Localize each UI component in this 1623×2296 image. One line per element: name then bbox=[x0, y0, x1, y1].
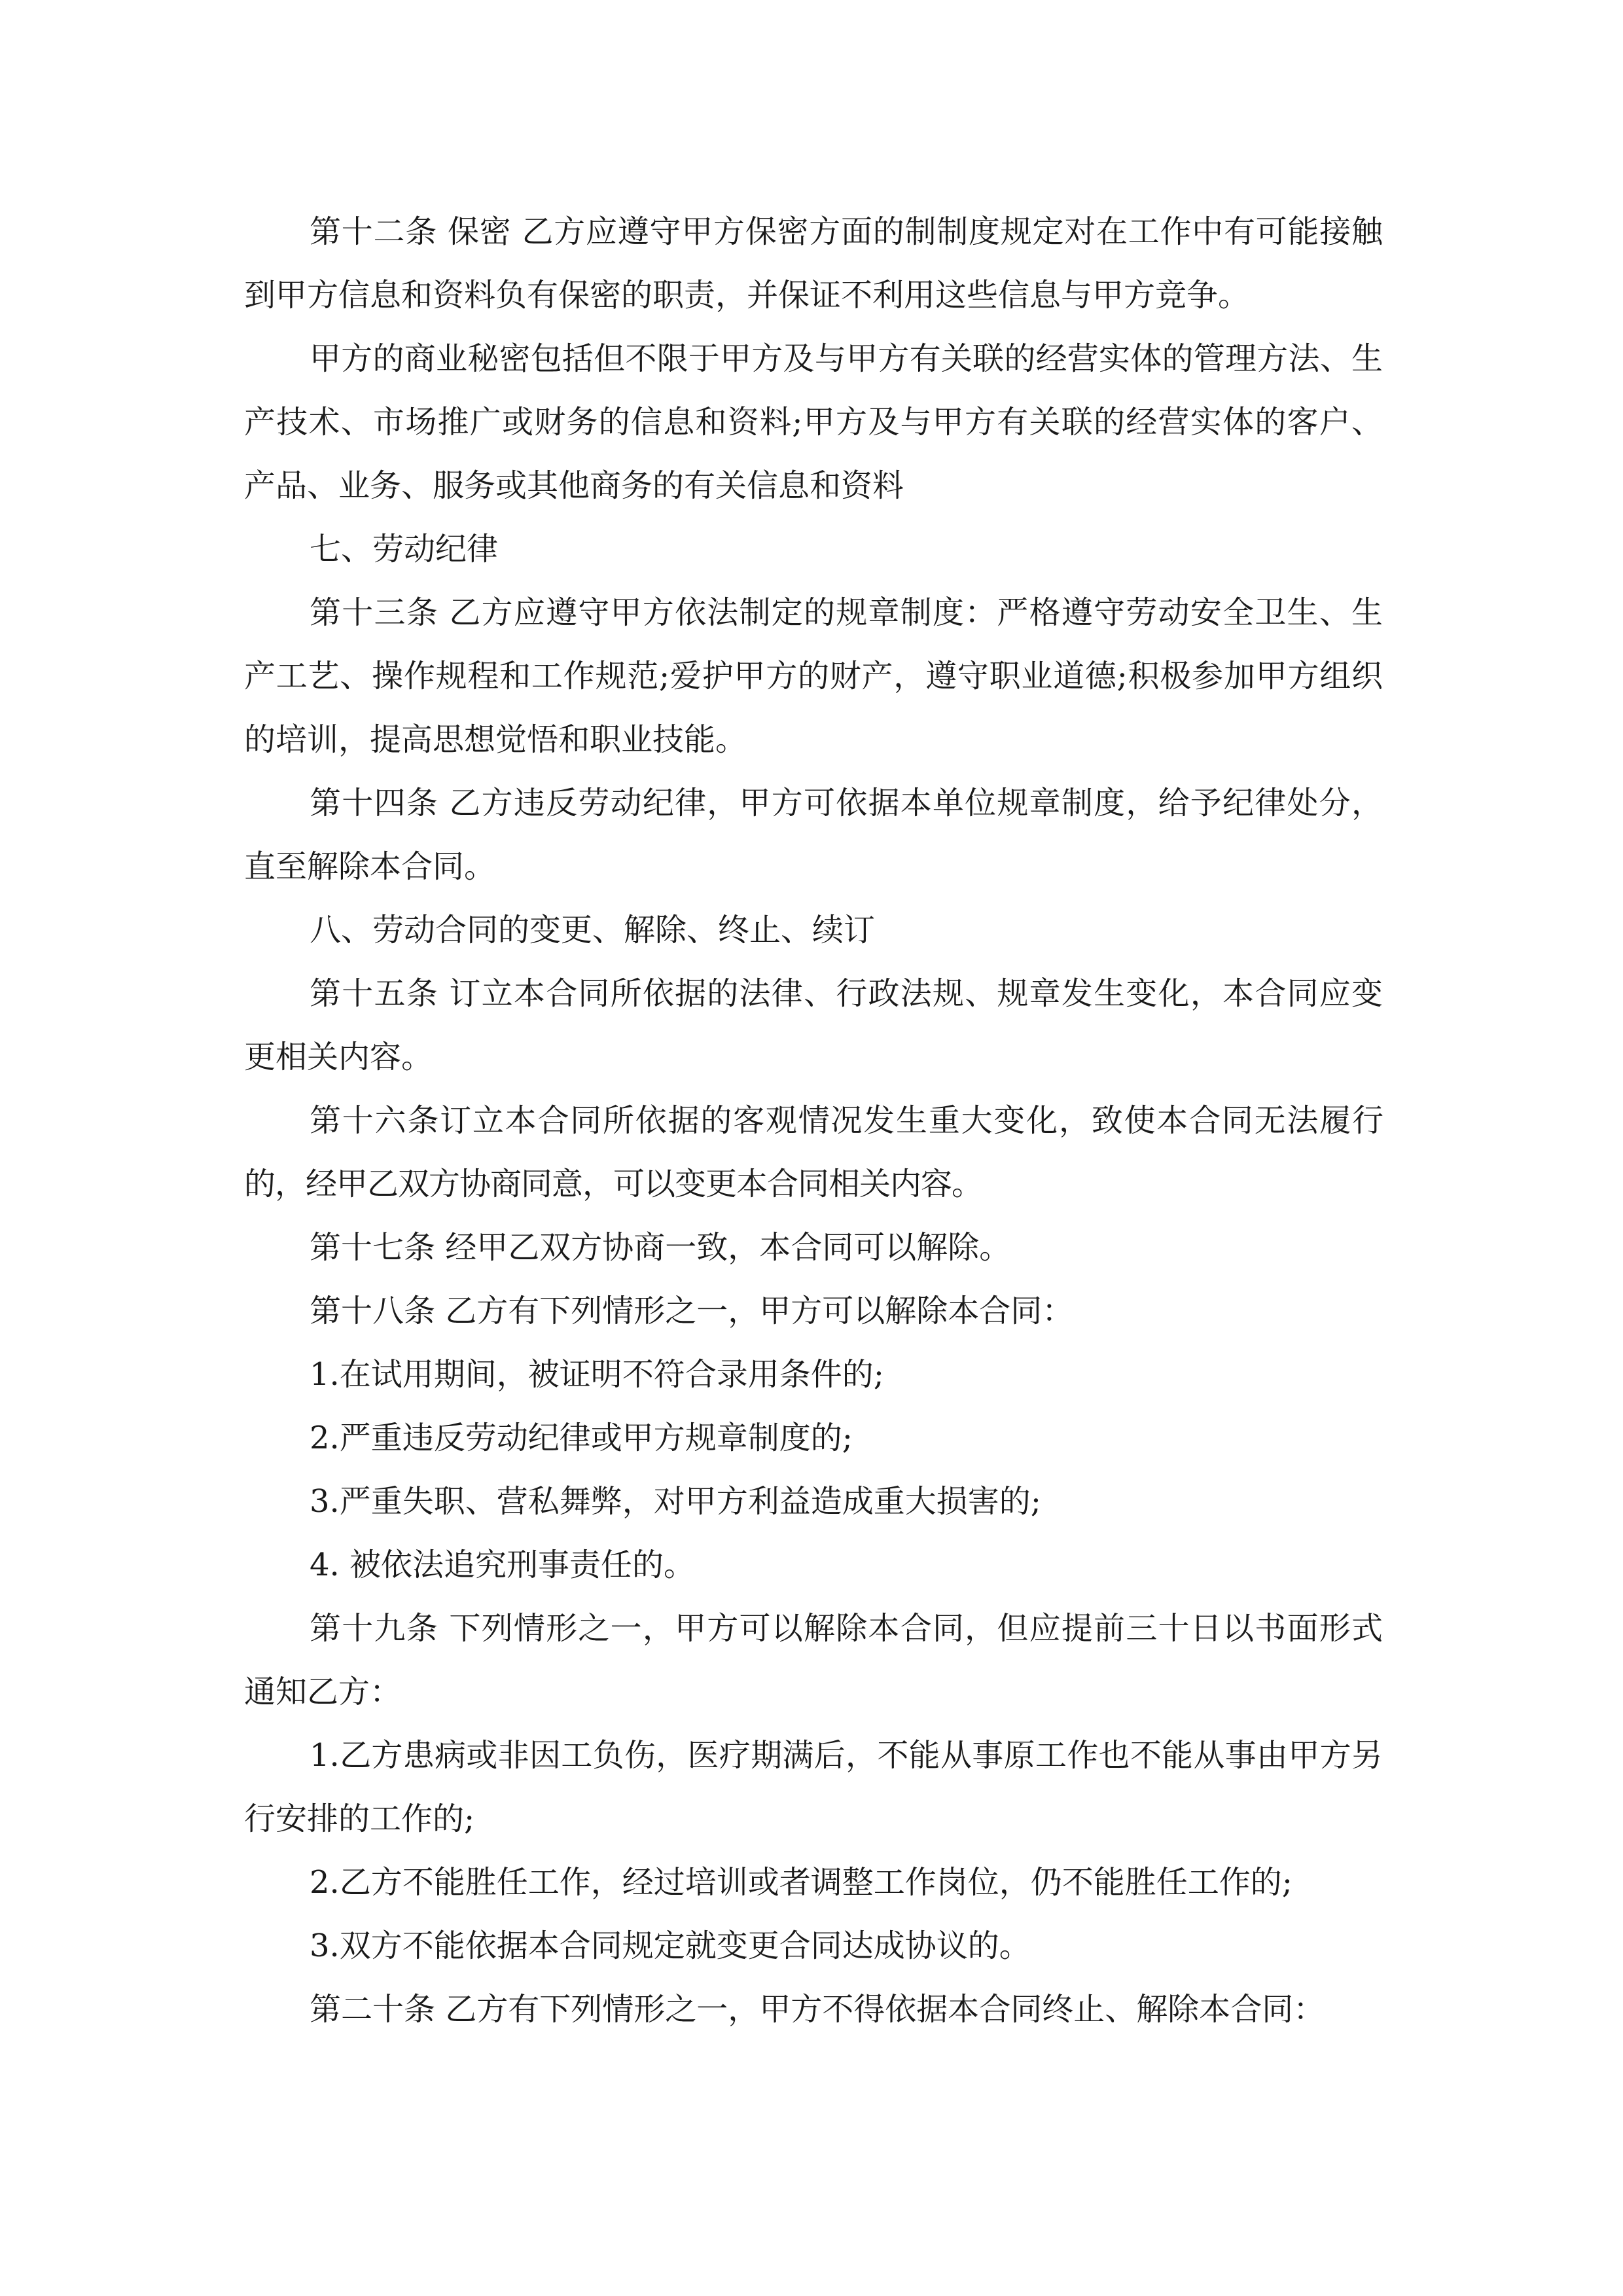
article-19-paragraph: 第十九条 下列情形之一，甲方可以解除本合同，但应提前三十日以书面形式通知乙方： bbox=[244, 1610, 1383, 1710]
article-19-item-2: 2.乙方不能胜任工作，经过培训或者调整工作岗位，仍不能胜任工作的; bbox=[310, 1864, 1293, 1901]
section-8-heading: 八、劳动合同的变更、解除、终止、续订 bbox=[310, 912, 876, 948]
article-13-paragraph: 第十三条 乙方应遵守甲方依法制定的规章制度：严格遵守劳动安全卫生、生产工艺、操作规程和工作规范;爱护甲方的财产，遵守职业道德;积极参加甲方组织的培训，提高思想觉悟和职业技能。 bbox=[244, 594, 1383, 758]
article-18-item-4: 4. 被依法追究刑事责任的。 bbox=[310, 1547, 696, 1583]
article-12-paragraph: 第十二条 保密 乙方应遵守甲方保密方面的制制度规定对在工作中有可能接触到甲方信息和资料负有保密的职责，并保证不利用这些信息与甲方竞争。 bbox=[244, 213, 1383, 314]
article-18-item-3: 3.严重失职、营私舞弊，对甲方利益造成重大损害的; bbox=[310, 1483, 1041, 1520]
article-19-item-1: 1.乙方患病或非因工负伤，医疗期满后，不能从事原工作也不能从事由甲方另行安排的工作的; bbox=[244, 1737, 1383, 1837]
article-18-item-1: 1.在试用期间，被证明不符合录用条件的; bbox=[310, 1356, 884, 1393]
article-17-paragraph: 第十七条 经甲乙双方协商一致，本合同可以解除。 bbox=[310, 1229, 1011, 1266]
document-body bbox=[244, 200, 1383, 2041]
article-18-item-2: 2.严重违反劳动纪律或甲方规章制度的; bbox=[310, 1420, 853, 1456]
trade-secret-paragraph: 甲方的商业秘密包括但不限于甲方及与甲方有关联的经营实体的管理方法、生产技术、市场推广或财务的信息和资料;甲方及与甲方有关联的经营实体的客户、产品、业务、服务或其他商务的有关信息和资料 bbox=[244, 340, 1383, 504]
article-20-paragraph: 第二十条 乙方有下列情形之一，甲方不得依据本合同终止、解除本合同： bbox=[310, 1991, 1325, 2028]
article-18-paragraph: 第十八条 乙方有下列情形之一，甲方可以解除本合同： bbox=[310, 1293, 1074, 1329]
article-14-paragraph: 第十四条 乙方违反劳动纪律，甲方可依据本单位规章制度，给予纪律处分，直至解除本合同。 bbox=[244, 785, 1383, 885]
article-19-item-3: 3.双方不能依据本合同规定就变更合同达成协议的。 bbox=[310, 1928, 1031, 1964]
article-15-paragraph: 第十五条 订立本合同所依据的法律、行政法规、规章发生变化，本合同应变更相关内容。 bbox=[244, 975, 1383, 1075]
section-7-heading: 七、劳动纪律 bbox=[310, 531, 499, 567]
article-16-paragraph: 第十六条订立本合同所依据的客观情况发生重大变化，致使本合同无法履行的，经甲乙双方协商同意，可以变更本合同相关内容。 bbox=[244, 1102, 1383, 1202]
